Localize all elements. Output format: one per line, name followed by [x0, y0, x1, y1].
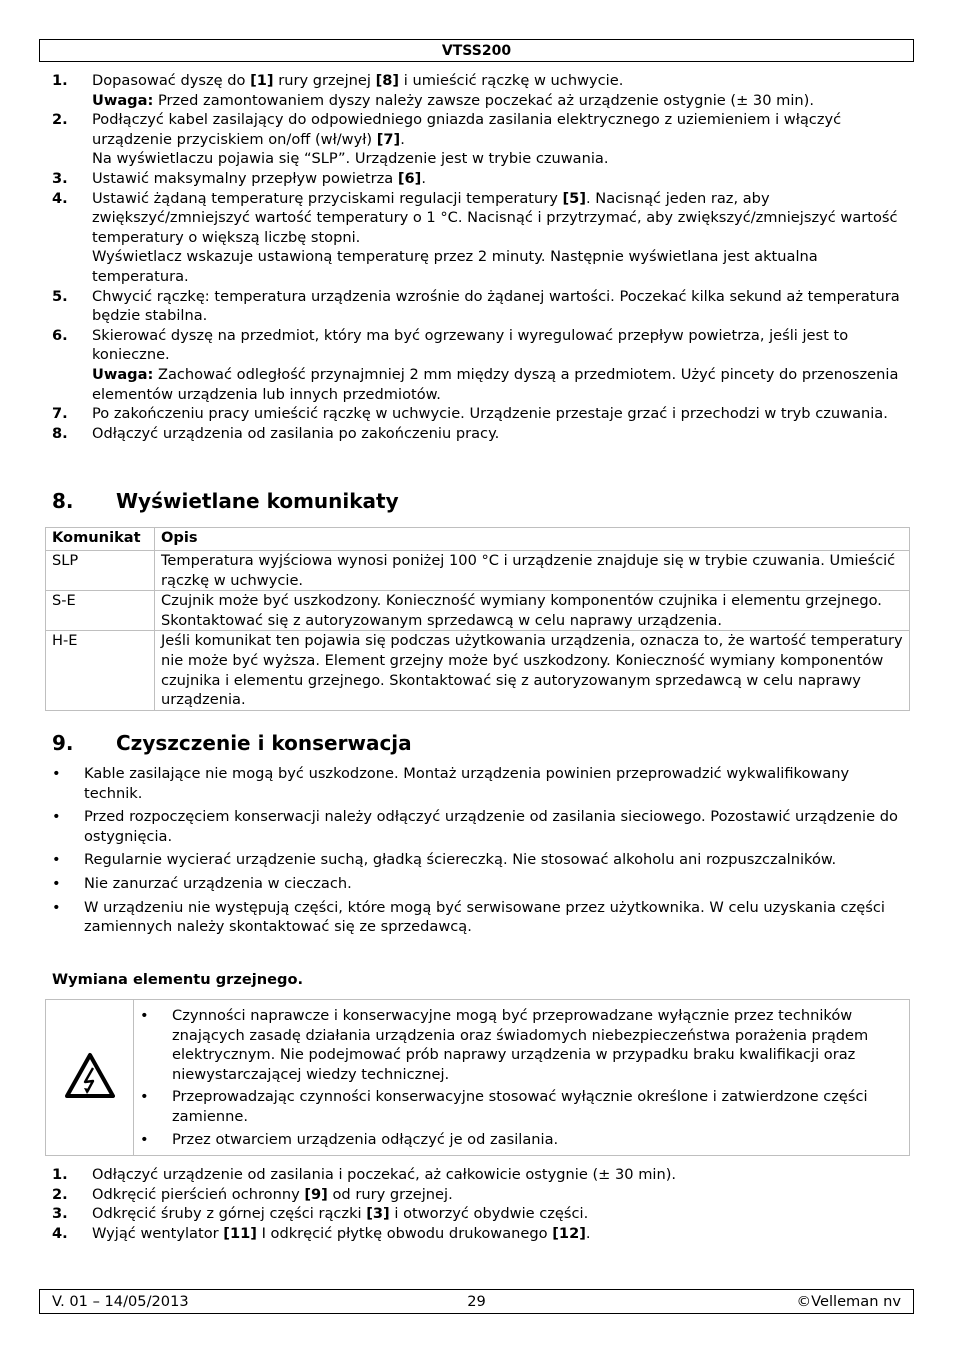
step-number: 5. [52, 287, 68, 305]
step-item [52, 110, 910, 169]
step-text [92, 287, 910, 326]
bullet-marker: • [140, 1130, 149, 1148]
text-run: . [421, 169, 426, 187]
emphasis-text: [9] [304, 1185, 328, 1203]
list-item-text: Przez otwarciem urządzenia odłączyć je od zasilania. [172, 1130, 559, 1148]
table-row [46, 591, 910, 631]
step-text [92, 110, 910, 149]
table-row [46, 551, 910, 591]
text-run: Podłączyć kabel zasilający do odpowiedniego gniazda zasilania elektrycznego z uziemieniem i włączyć urządzenie przyciskiem on/off (wł/wył) [92, 111, 842, 148]
list-item-text: W urządzeniu nie występują części, które mogą być serwisowane przez użytkownika. W celu uzyskania części zamiennych należy skontaktować się ze sprzedawcą. [84, 898, 885, 936]
text-run: rury grzejnej [273, 72, 376, 89]
text-run: I odkręcić płytkę obwodu drukowanego [256, 1224, 553, 1242]
text-run: Po zakończeniu pracy umieścić rączkę w uchwycie. Urządzenie przestaje grzać i przechodzi w tryb czuwania. [92, 405, 888, 423]
maintenance-bullets [52, 764, 910, 941]
step-number: 2. [52, 111, 68, 129]
step-body [92, 1185, 910, 1205]
text-run: Odłączyć urządzenie od zasilania i poczekać, aż całkowicie ostygnie (± 30 min). [92, 1166, 677, 1183]
step-body [92, 1224, 910, 1244]
text-run: Przed zamontowaniem dyszy należy zawsze poczekać aż urządzenie ostygnie (± 30 min). [153, 91, 814, 109]
step-body [92, 326, 910, 404]
step-number: 1. [52, 1166, 68, 1183]
subheading: Wymiana elementu grzejnego. [52, 971, 304, 988]
step-body [92, 71, 910, 110]
list-item [52, 764, 910, 803]
step-item [52, 404, 910, 424]
step-number: 3. [52, 169, 68, 187]
table-header-row [46, 528, 910, 551]
column-header-message: Komunikat [46, 528, 155, 551]
emphasis-text: [3] [366, 1205, 390, 1223]
text-run: i otworzyć obydwie części. [389, 1205, 589, 1223]
step-item [52, 1165, 910, 1185]
step-text [92, 404, 910, 424]
section-8-heading [52, 489, 399, 513]
step-body [92, 404, 910, 424]
step-text [92, 149, 910, 169]
list-item-text: Regularnie wycierać urządzenie suchą, gładką ściereczką. Nie stosować alkoholu ani rozpuszczalników. [84, 851, 837, 869]
bullet-marker: • [52, 765, 61, 782]
message-code: H-E [46, 631, 155, 710]
step-text [92, 424, 910, 444]
section-number: 9. [52, 731, 74, 755]
step-body [92, 169, 910, 189]
list-item [140, 1006, 892, 1084]
step-body [92, 287, 910, 326]
step-number: 6. [52, 326, 68, 344]
text-run: Wyświetlacz wskazuje ustawioną temperaturę przez 2 minuty. Następnie wyświetlana jest aktualna temperatura. [92, 248, 818, 285]
emphasis-text: [12] [552, 1224, 586, 1242]
step-item [52, 326, 910, 404]
text-run: i umieścić rączkę w uchwycie. [399, 72, 624, 89]
step-text [92, 71, 910, 91]
bullet-marker: • [140, 1088, 149, 1106]
text-run: . Nacisnąć jeden raz, aby zwiększyć/zmniejszyć wartość temperatury o 1 °C. Nacisnąć i przytrzymać, aby zwiększyć/zmniejszyć wartość temperatury o większą liczbę stopni. [92, 189, 898, 246]
message-code: SLP [46, 551, 155, 591]
step-item [52, 1185, 910, 1205]
step-number: 8. [52, 424, 68, 442]
text-run: Wyjąć wentylator [92, 1224, 224, 1242]
text-run: Ustawić maksymalny przepływ powietrza [92, 169, 398, 187]
bullet-marker: • [52, 898, 61, 916]
step-item [52, 424, 910, 444]
list-item-text: Czynności naprawcze i konserwacyjne mogą być przeprowadzane wyłącznie przez techników znających zasadę działania urządzenia oraz świadomych niebezpieczeństwa porażenia prądem elektrycznym. Nie podejmować prób naprawy urządzenia w przypadku braku kwalifikacji oraz niewystarczającej wiedzy technicznej. [172, 1007, 869, 1083]
installation-steps [52, 71, 910, 443]
step-body [92, 1204, 910, 1224]
step-item [52, 287, 910, 326]
step-text [92, 1185, 910, 1205]
text-run: Na wyświetlaczu pojawia się “SLP”. Urządzenie jest w trybie czuwania. [92, 150, 609, 168]
step-text [92, 247, 910, 286]
bullet-marker: • [52, 851, 61, 869]
table-row [46, 631, 910, 710]
emphasis-text: [1] [250, 72, 274, 89]
replacement-steps [52, 1165, 910, 1243]
step-item [52, 169, 910, 189]
column-header-description: Opis [155, 528, 910, 551]
step-body [92, 189, 910, 287]
step-text [92, 326, 910, 365]
step-text [92, 91, 910, 111]
warning-box [45, 999, 910, 1156]
document-version: V. 01 – 14/05/2013 [52, 1293, 189, 1310]
step-number: 2. [52, 1185, 68, 1203]
message-description: Czujnik może być uszkodzony. Konieczność wymiany komponentów czujnika i elementu grzejnego. Skontaktować się z autoryzowanym sprzedawcą w celu naprawy urządzenia. [155, 591, 910, 631]
emphasis-text: [8] [375, 72, 400, 89]
text-run: Chwycić rączkę: temperatura urządzenia wzrośnie do żądanej wartości. Poczekać kilka sekund aż temperatura będzie stabilna. [92, 287, 900, 325]
text-run: Skierować dyszę na przedmiot, który ma być ogrzewany i wyregulować przepływ powietrza, jeśli jest to konieczne. [92, 326, 849, 364]
list-item [140, 1087, 892, 1126]
page-header: VTSS200 [39, 39, 914, 62]
step-text [92, 365, 910, 404]
message-code: S-E [46, 591, 155, 631]
section-title: Wyświetlane komunikaty [116, 489, 399, 513]
text-run: Odłączyć urządzenia od zasilania po zakończeniu pracy. [92, 424, 500, 442]
step-item [52, 1224, 910, 1244]
list-item-text: Nie zanurzać urządzenia w cieczach. [84, 874, 352, 892]
text-run: . [585, 1224, 591, 1242]
step-text [92, 1224, 910, 1244]
list-item [52, 807, 910, 846]
step-item [52, 189, 910, 287]
text-run: Ustawić żądaną temperaturę przyciskami regulacji temperatury [92, 189, 563, 207]
step-number: 3. [52, 1205, 68, 1223]
emphasis-text: Uwaga: [92, 365, 154, 383]
list-item-text: Przed rozpoczęciem konserwacji należy odłączyć urządzenie od zasilania sieciowego. Pozostawić urządzenie do ostygnięcia. [84, 808, 898, 845]
step-body [92, 110, 910, 169]
bullet-marker: • [140, 1007, 149, 1024]
step-body [92, 1165, 910, 1185]
warning-icon-cell [46, 1000, 134, 1155]
step-number: 4. [52, 1224, 68, 1242]
step-number: 7. [52, 405, 68, 423]
emphasis-text: [7] [376, 130, 401, 148]
step-text [92, 189, 910, 248]
list-item [52, 874, 910, 894]
list-item [52, 850, 910, 870]
step-number: 4. [52, 189, 68, 207]
step-text [92, 169, 910, 189]
step-number: 1. [52, 72, 68, 89]
step-item [52, 1204, 910, 1224]
emphasis-text: Uwaga: [92, 91, 154, 109]
message-description: Jeśli komunikat ten pojawia się podczas użytkowania urządzenia, oznacza to, że wartość temperatury nie może być wyższa. Element grzejny może być uszkodzony. Konieczność wymiany komponentów czujnika i elementu grzejnego. Skontaktować się z autoryzowanym sprzedawcą w celu naprawy urządzenia. [155, 631, 910, 710]
section-number: 8. [52, 489, 74, 513]
emphasis-text: [11] [223, 1224, 257, 1242]
bullet-marker: • [52, 808, 61, 826]
text-run: Zachować odległość przynajmniej 2 mm między dyszą a przedmiotem. Użyć pincety do przenoszenia elementów urządzenia lub innych przedmiotów. [92, 365, 899, 403]
list-item-text: Przeprowadzając czynności konserwacyjne stosować wyłącznie określone i zatwierdzone części zamienne. [172, 1088, 868, 1125]
messages-table [45, 527, 910, 711]
emphasis-text: [6] [397, 169, 422, 187]
emphasis-text: [5] [562, 189, 587, 207]
text-run: Odkręcić śruby z górnej części rączki [92, 1205, 367, 1223]
list-item [140, 1130, 892, 1150]
message-description: Temperatura wyjściowa wynosi poniżej 100 °C i urządzenie znajduje się w trybie czuwania. Umieścić rączkę w uchwycie. [155, 551, 910, 591]
list-item-text: Kable zasilające nie mogą być uszkodzone. Montaż urządzenia powinien przeprowadzić wykwalifikowany technik. [84, 765, 850, 802]
step-item [52, 71, 910, 110]
electric-hazard-icon [65, 1052, 115, 1098]
page-footer [39, 1289, 914, 1314]
section-title: Czyszczenie i konserwacja [116, 731, 412, 755]
section-9-heading [52, 731, 412, 755]
bullet-marker: • [52, 874, 61, 892]
text-run: Odkręcić pierścień ochronny [92, 1185, 305, 1203]
warning-list [140, 1006, 892, 1152]
step-text [92, 1165, 910, 1185]
list-item [52, 898, 910, 937]
text-run: . [400, 130, 405, 148]
text-run: Dopasować dyszę do [92, 72, 251, 89]
page-number: 29 [467, 1293, 486, 1310]
copyright: ©Velleman nv [796, 1293, 901, 1310]
text-run: od rury grzejnej. [327, 1185, 453, 1203]
step-body [92, 424, 910, 444]
step-text [92, 1204, 910, 1224]
